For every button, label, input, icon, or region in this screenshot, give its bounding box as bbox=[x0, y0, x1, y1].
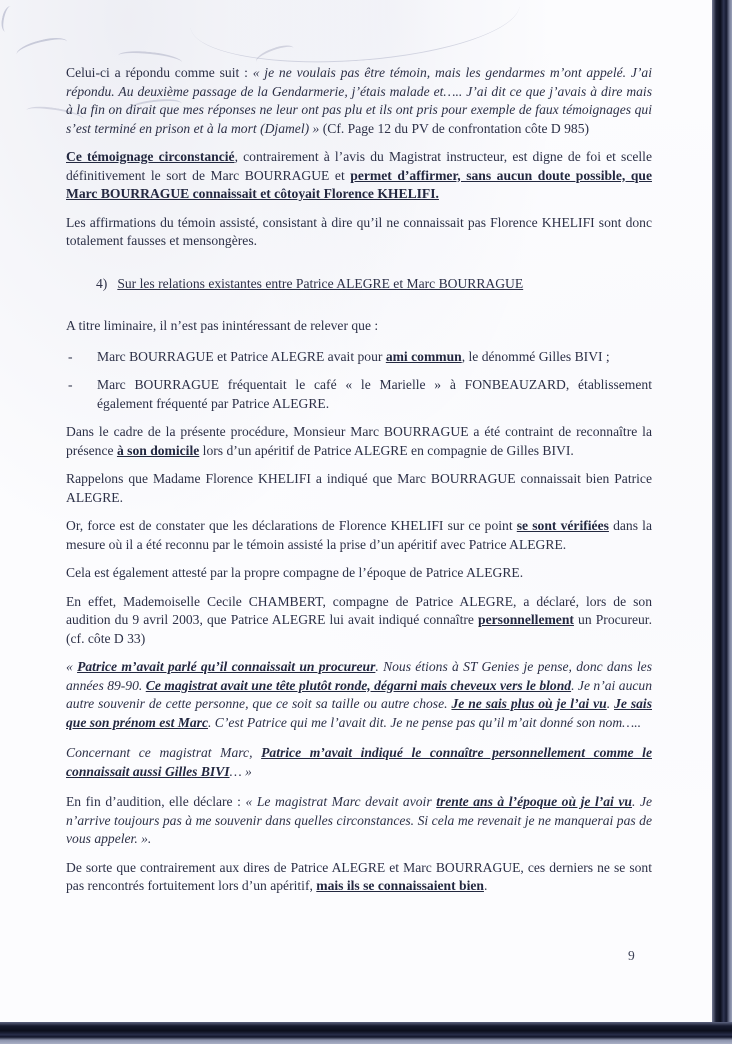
paragraph bbox=[66, 214, 652, 251]
text-segment: . C’est Patrice qui me l’avait dit. Je ne pense pas qu’il m’ait donné son nom….. bbox=[208, 714, 642, 730]
paragraph bbox=[66, 517, 652, 554]
text-segment: Les affirmations du témoin assisté, consistant à dire qu’il ne connaissait pas Florence KHELIFI sont donc totalement fausses et mensongères. bbox=[66, 214, 652, 248]
text-segment: Or, force est de constater que les déclarations de Florence KHELIFI sur ce point bbox=[66, 518, 517, 533]
paragraph bbox=[66, 64, 652, 138]
scan-artifact bbox=[0, 5, 17, 33]
text-segment: Sur les relations existantes entre Patrice ALEGRE et Marc BOURRAGUE bbox=[117, 275, 524, 291]
paragraph bbox=[66, 564, 652, 583]
scan-crease bbox=[187, 0, 523, 72]
scan-edge-bottom bbox=[0, 1022, 732, 1044]
paragraph bbox=[66, 148, 652, 204]
text-segment: « Le magistrat Marc devait avoir bbox=[245, 794, 437, 809]
text-segment: Je ne sais plus où je l’ai vu bbox=[451, 696, 607, 711]
text-segment: « je ne voulais pas être témoin, mais les gendarmes m’ont appelé. J’ai répondu. Au deuxième passage de la Gendarmerie, j’étais malade et….. J’ai dit ce que j’avais à dire mais à la fin on dirait que mes réponses ne leur ont pas plu et ils ont pris pour exemple de faux témoignages qui s’est terminé en prison et à la mort (Djamel) » bbox=[66, 65, 652, 136]
document-body bbox=[66, 64, 652, 906]
text-segment: Cela est également attesté par la propre compagne de l’époque de Patrice ALEGRE. bbox=[66, 565, 524, 580]
text-segment: à son domicile bbox=[116, 442, 200, 458]
paragraph bbox=[66, 423, 652, 460]
bullet-item bbox=[66, 376, 652, 413]
text-segment: Marc BOURRAGUE fréquentait le café « le Marielle » à FONBEAUZARD, établissement également fréquenté par Patrice ALEGRE. bbox=[97, 377, 652, 411]
text-segment: . bbox=[606, 696, 615, 711]
section-heading bbox=[66, 275, 652, 294]
text-segment: Je sais que son prénom est Marc bbox=[66, 696, 652, 730]
paragraph bbox=[66, 658, 652, 732]
text-segment: un Procureur. (cf. côte D 33) bbox=[66, 612, 652, 646]
text-segment: De sorte que contrairement aux dires de Patrice ALEGRE et Marc BOURRAGUE, ces derniers ne se sont pas rencontrés fortuitement lors d’un apéritif, bbox=[66, 859, 652, 893]
text-segment: mais ils se connaissaient bien bbox=[316, 878, 484, 893]
heading-number: 4) bbox=[96, 275, 108, 291]
text-segment: … » bbox=[229, 763, 252, 779]
bullet-item bbox=[66, 348, 652, 367]
page-number: 9 bbox=[628, 948, 635, 963]
text-segment: En effet, Mademoiselle Cecile CHAMBERT, compagne de Patrice ALEGRE, a déclaré, lors de son audition du 9 avril 2003, que Patrice ALEGRE lui avait indiqué connaître bbox=[66, 593, 652, 627]
text-segment: . bbox=[483, 878, 488, 893]
paragraph bbox=[66, 859, 652, 896]
text-segment: . Je n’ai aucun autre souvenir de cette personne, que ce soit sa taille ou autre chose. bbox=[66, 677, 652, 711]
text-segment: Ce témoignage circonstancié bbox=[66, 149, 235, 164]
text-segment: A titre liminaire, il n’est pas inintéressant de relever que : bbox=[66, 318, 379, 333]
text-segment: personnellement bbox=[478, 612, 574, 627]
text-segment: lors d’un apéritif de Patrice ALEGRE en compagnie de Gilles BIVI. bbox=[199, 442, 574, 458]
paragraph bbox=[66, 593, 652, 649]
bullet-dash: - bbox=[68, 348, 73, 364]
text-segment: permet d’affirmer, sans aucun doute possible, que Marc BOURRAGUE connaissait et côtoyait Florence KHELIFI. bbox=[66, 167, 652, 201]
paragraph bbox=[66, 470, 652, 507]
text-segment: Patrice m’avait indiqué le connaître personnellement comme le connaissait aussi Gilles BIVI bbox=[66, 745, 652, 779]
paragraph bbox=[66, 744, 652, 781]
bullet-dash: - bbox=[68, 377, 73, 392]
text-segment: trente ans à l’époque où je l’ai vu bbox=[436, 794, 632, 809]
text-segment: Concernant ce magistrat Marc, bbox=[66, 745, 262, 760]
text-segment: Celui-ci a répondu comme suit : bbox=[66, 65, 253, 80]
text-segment: Dans le cadre de la présente procédure, Monsieur Marc BOURRAGUE a été contraint de reconnaître la présence bbox=[66, 424, 652, 458]
text-segment: (Cf. Page 12 du PV de confrontation côte D 985) bbox=[322, 120, 590, 136]
text-segment: Patrice m’avait parlé qu’il connaissait un procureur bbox=[77, 659, 376, 674]
text-segment: . Je n’arrive toujours pas à me souvenir dans quelles circonstances. Si cela me revenait je ne manquerai pas de vous appeler. ». bbox=[66, 794, 653, 846]
text-segment: ami commun bbox=[385, 348, 462, 364]
paragraph bbox=[66, 793, 652, 849]
text-segment: Ce magistrat avait une tête plutôt ronde, dégarni mais cheveux vers le blond bbox=[145, 677, 572, 693]
text-segment: . Nous étions à ST Genies je pense, donc dans les années 89-90. bbox=[66, 659, 652, 693]
text-segment: , contrairement à l’avis du Magistrat instructeur, est digne de foi et scelle définitivement le sort de Marc BOURRAGUE et bbox=[66, 149, 652, 183]
text-segment: se sont vérifiées bbox=[516, 518, 609, 533]
scan-edge-right bbox=[712, 0, 732, 1044]
text-segment: dans la mesure où il a été reconnu par le témoin assisté la prise d’un apéritif avec Patrice ALEGRE. bbox=[66, 518, 652, 552]
text-segment: Rappelons que Madame Florence KHELIFI a indiqué que Marc BOURRAGUE connaissait bien Patrice ALEGRE. bbox=[66, 471, 652, 505]
paragraph bbox=[66, 317, 652, 336]
text-segment: En fin d’audition, elle déclare : bbox=[66, 794, 246, 809]
scan-artifact bbox=[15, 34, 69, 62]
text-segment: « bbox=[66, 659, 78, 674]
text-segment: , le dénommé Gilles BIVI ; bbox=[461, 348, 610, 364]
text-segment: Marc BOURRAGUE et Patrice ALEGRE avait pour bbox=[97, 348, 386, 364]
